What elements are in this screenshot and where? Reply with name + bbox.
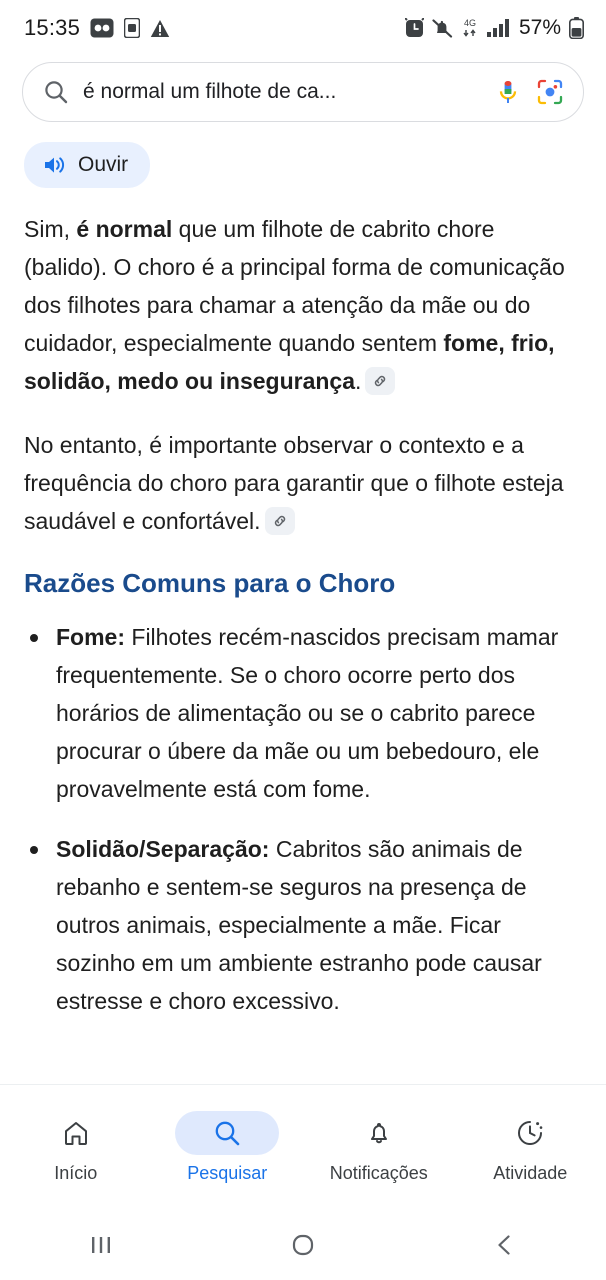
nav-label: Atividade bbox=[493, 1163, 568, 1183]
paragraph-1-bold-1: é normal bbox=[76, 216, 173, 242]
recents-icon[interactable] bbox=[0, 1234, 202, 1256]
list-item-term: Solidão/Separação: bbox=[56, 836, 270, 862]
link-citation-icon[interactable] bbox=[265, 507, 295, 535]
google-lens-icon[interactable] bbox=[535, 77, 565, 107]
section-title: Razões Comuns para o Choro bbox=[24, 568, 396, 598]
status-time: 15:35 bbox=[24, 15, 81, 40]
nav-icon-pill bbox=[327, 1111, 431, 1155]
bell-icon bbox=[365, 1118, 393, 1148]
list-item-text: Cabritos são animais de rebanho e sentem-se seguros na presença de outros animais, especialmente a mãe. Ficar sozinho em um ambiente estranho pode causar estresse e choro excessivo. bbox=[56, 836, 542, 1014]
android-system-bar bbox=[0, 1210, 606, 1280]
home-icon bbox=[61, 1118, 91, 1148]
back-chevron-icon[interactable] bbox=[404, 1232, 606, 1258]
search-bar-container bbox=[0, 56, 606, 136]
speaker-icon bbox=[42, 154, 66, 176]
nav-item-pesquisar[interactable] bbox=[152, 1111, 304, 1184]
status-bar-right bbox=[405, 16, 584, 40]
nav-item-inicio[interactable] bbox=[0, 1111, 152, 1184]
home-circle-icon[interactable] bbox=[202, 1232, 404, 1258]
nav-item-atividade[interactable] bbox=[455, 1111, 606, 1184]
battery-icon bbox=[569, 17, 584, 39]
alarm-icon bbox=[405, 18, 424, 38]
warning-triangle-icon bbox=[150, 19, 170, 38]
paragraph-2 bbox=[24, 426, 582, 540]
network-type-label bbox=[461, 17, 479, 39]
paragraph-1 bbox=[24, 210, 582, 400]
listen-button[interactable] bbox=[24, 142, 150, 188]
paragraph-1-part-3: . bbox=[355, 368, 362, 394]
link-citation-icon[interactable] bbox=[365, 367, 395, 395]
list-item-term: Fome: bbox=[56, 624, 125, 650]
paragraph-2-text: No entanto, é importante observar o contexto e a frequência do choro para garantir que o filhote esteja saudável e confortável. bbox=[24, 432, 564, 534]
nav-label: Pesquisar bbox=[187, 1163, 268, 1183]
photo-camera-icon bbox=[90, 18, 114, 38]
search-bar[interactable] bbox=[22, 62, 584, 122]
status-bar-left bbox=[24, 15, 170, 41]
nav-icon-pill-active bbox=[175, 1111, 279, 1155]
signal-bars-icon bbox=[487, 18, 509, 38]
listen-button-label: Ouvir bbox=[78, 153, 129, 176]
bottom-navigation bbox=[0, 1084, 606, 1210]
svg-text:4G: 4G bbox=[463, 18, 476, 28]
nav-icon-pill bbox=[478, 1111, 582, 1155]
list-item bbox=[24, 830, 582, 1020]
reasons-list bbox=[24, 618, 582, 1020]
paragraph-1-part-1: Sim, bbox=[24, 216, 77, 242]
sim-card-icon bbox=[124, 18, 140, 38]
status-bar bbox=[0, 0, 606, 56]
paragraph-1-bold-2: fome, frio, solidão, medo ou insegurança bbox=[24, 330, 555, 394]
list-item-text: Filhotes recém-nascidos precisam mamar frequentemente. Se o choro ocorre perto dos horários de alimentação ou se o cabrito parece procurar o úbere da mãe ou um bebedouro, ele provavelmente está com fome. bbox=[56, 624, 559, 802]
nav-icon-pill bbox=[24, 1111, 128, 1155]
activity-clock-icon bbox=[515, 1118, 545, 1148]
list-item bbox=[24, 618, 582, 808]
nav-item-notificacoes[interactable] bbox=[303, 1111, 455, 1184]
nav-label: Notificações bbox=[329, 1163, 428, 1183]
paragraph-1-part-2: que um filhote de cabrito chore (balido). O choro é a principal forma de comunicação dos filhotes para chamar a atenção da mãe ou do cuidador, especialmente quando sentem bbox=[24, 216, 565, 356]
search-icon bbox=[213, 1119, 241, 1147]
mute-bell-icon bbox=[432, 18, 453, 38]
search-icon bbox=[43, 79, 69, 105]
microphone-icon[interactable] bbox=[495, 78, 521, 106]
nav-label: Início bbox=[54, 1163, 98, 1183]
search-input[interactable]: é normal um filhote de ca... bbox=[83, 80, 337, 103]
battery-percent-label: 57% bbox=[518, 16, 561, 39]
article-content bbox=[0, 136, 606, 1084]
